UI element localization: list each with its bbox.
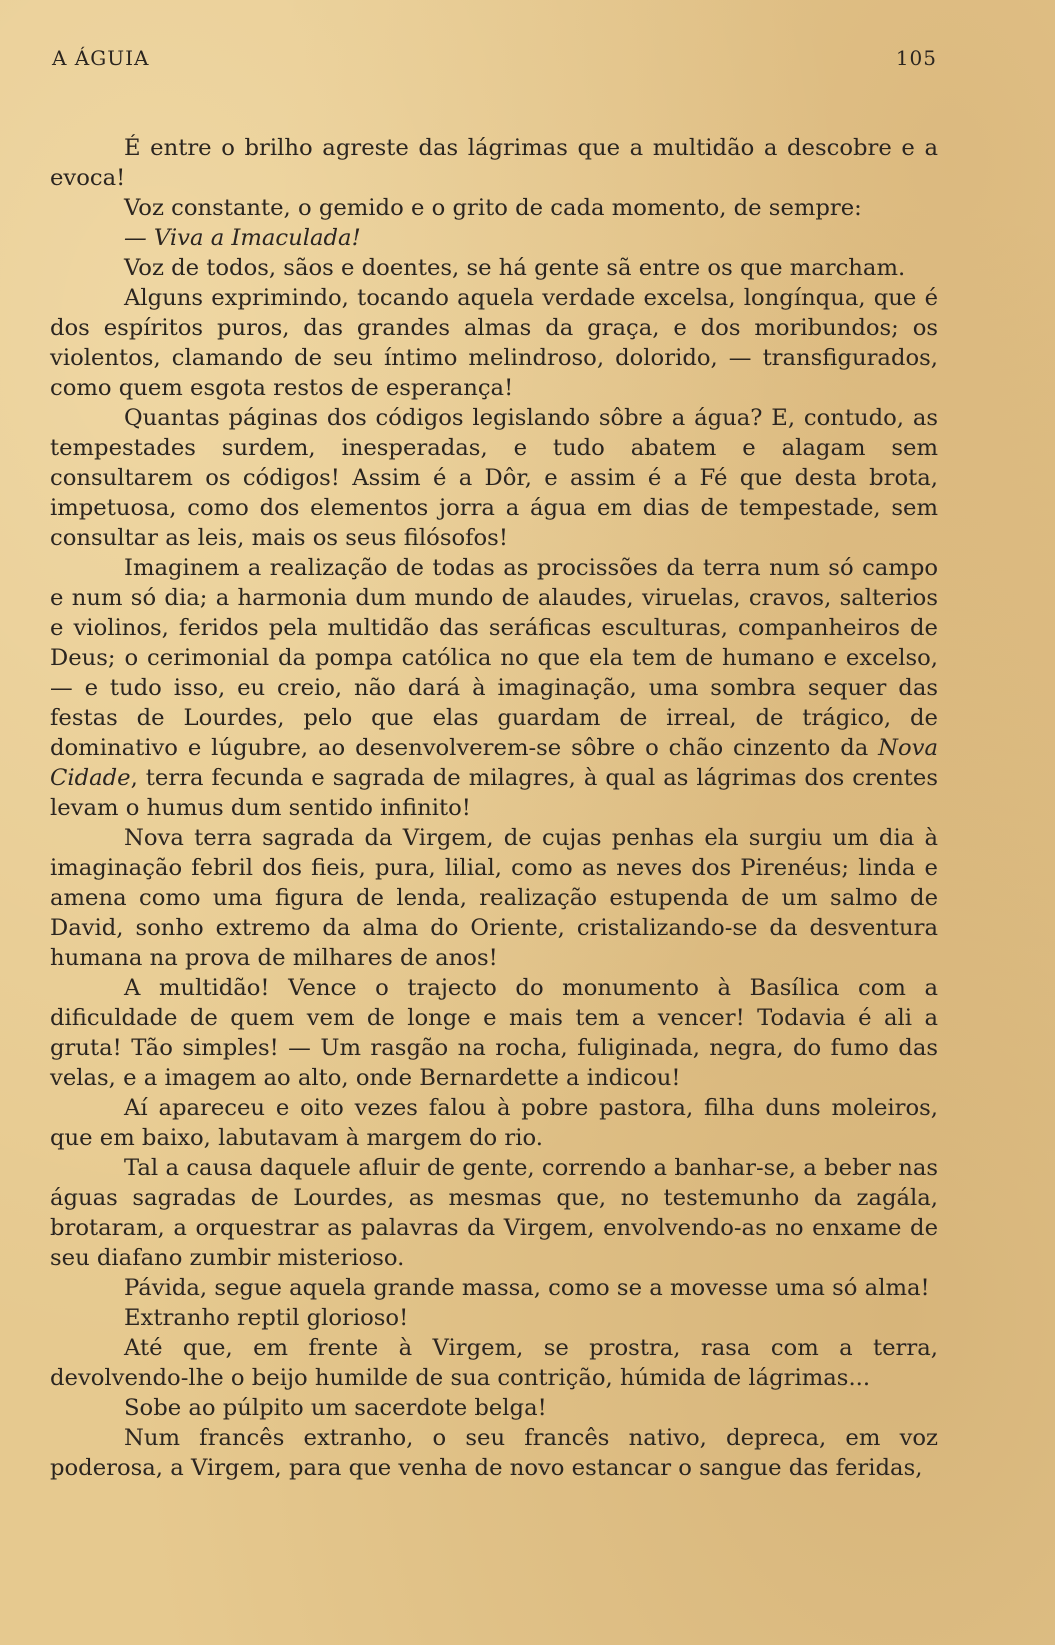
paragraph: A multidão! Vence o trajecto do monumento à Basílica com a dificuldade de quem vem de longe e mais tem a vencer! Todavia é ali a gruta! Tão simples! — Um rasgão na rocha, fuliginada, negra, do fumo das velas, e a imagem ao alto, onde Bernardette a indicou! [50,975,938,1091]
paragraph: Tal a causa daquele afluir de gente, correndo a banhar-se, a beber nas águas sagradas de Lourdes, as mesmas que, no testemunho da zagála, brotaram, a orquestrar as palavras da Virgem, envolvendo-as no enxame de seu diafano zumbir misterioso. [50,1155,938,1271]
paragraph: Alguns exprimindo, tocando aquela verdade excelsa, longínqua, que é dos espíritos puros, das grandes almas da graça, e dos moribundos; os violentos, clamando de seu íntimo melindroso, dolorido, — transfigurados, como quem esgota restos de esperança! [50,285,938,401]
paragraph: Até que, em frente à Virgem, se prostra, rasa com a terra, devolvendo-lhe o beijo humilde de sua contrição, húmida de lágrimas... [50,1335,938,1391]
paragraph: Aí apareceu e oito vezes falou à pobre pastora, filha duns moleiros, que em baixo, labutavam à margem do rio. [50,1095,938,1151]
paragraph: Sobe ao púlpito um sacerdote belga! [124,1395,547,1421]
paragraph-exclamation: — Viva a Imaculada! [124,225,361,251]
page-number: 105 [895,46,937,70]
paragraph: Voz constante, o gemido e o grito de cada momento, de sempre: [124,195,862,221]
running-header [52,46,937,70]
body-text [50,133,938,1483]
paragraph: Extranho reptil glorioso! [124,1305,409,1331]
italic-place-name: Nova Cidade [50,735,938,791]
paragraph: Imaginem a realização de todas as procissões da terra num só campo e num só dia; a harmonia dum mundo de alaudes, viruelas, cravos, salterios e violinos, feridos pela multidão das seráficas esculturas, companheiros de Deus; o cerimonial da pompa católica no que ela tem de humano e excelso, — e tudo isso, eu creio, não dará à imaginação, uma sombra sequer das festas de Lourdes, pelo que elas guardam de irreal, de trágico, de dominativo e lúgubre, ao desenvolverem-se sôbre o chão cinzento da Nova Cidade, terra fecunda e sagrada de milagres, à qual as lágrimas dos crentes levam o humus dum sentido infinito! [50,555,938,821]
paragraph: Nova terra sagrada da Virgem, de cujas penhas ela surgiu um dia à imaginação febril dos fieis, pura, lilial, como as neves dos Pirenéus; linda e amena como uma figura de lenda, realização estupenda de um salmo de David, sonho extremo da alma do Oriente, cristalizando-se da desventura humana na prova de milhares de anos! [50,825,938,971]
paragraph: Pávida, segue aquela grande massa, como se a movesse uma só alma! [124,1275,930,1301]
paragraph: Quantas páginas dos códigos legislando sôbre a água? E, contudo, as tempestades surdem, inesperadas, e tudo abatem e alagam sem consultarem os códigos! Assim é a Dôr, e assim é a Fé que desta brota, impetuosa, como dos elementos jorra a água em dias de tempestade, sem consultar as leis, mais os seus filósofos! [50,405,938,551]
paragraph: Voz de todos, sãos e doentes, se há gente sã entre os que marcham. [124,255,906,281]
paragraph: É entre o brilho agreste das lágrimas que a multidão a descobre e a evoca! [50,135,938,191]
paragraph: Num francês extranho, o seu francês nativo, depreca, em voz poderosa, a Virgem, para que venha de novo estancar o sangue das feridas, [50,1425,938,1481]
running-title: A ÁGUIA [52,46,150,70]
